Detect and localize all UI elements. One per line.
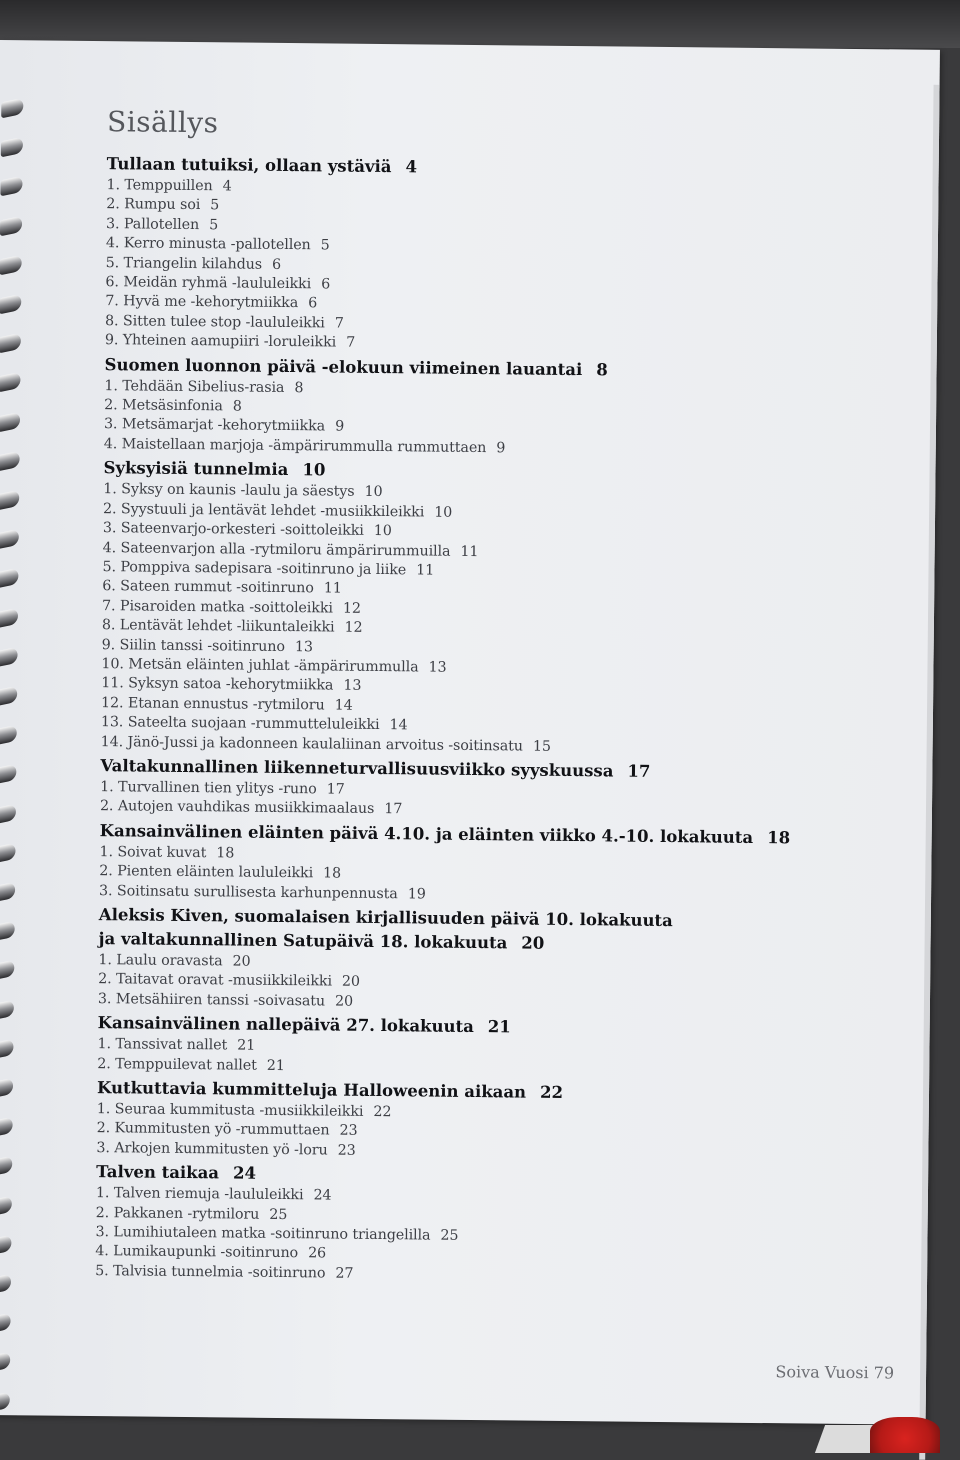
- toc-item-page-number: 21: [266, 1057, 285, 1074]
- spiral-coil: [0, 764, 16, 784]
- section-title-text: Syksyisiä tunnelmia: [103, 458, 289, 480]
- spiral-coil: [0, 1195, 12, 1215]
- toc-item-page-number: 27: [335, 1265, 354, 1282]
- toc-item-page-number: 4: [222, 178, 232, 195]
- toc-item-page-number: 6: [308, 295, 318, 312]
- toc-item-label: 1. Seuraa kummitusta -musiikkileikki: [96, 1101, 364, 1120]
- toc-item-page-number: 5: [320, 237, 330, 254]
- spiral-coil: [0, 647, 18, 667]
- toc-section: [95, 1160, 896, 1289]
- spiral-coil: [0, 529, 19, 549]
- toc-item-label: 1. Tehdään Sibelius-rasia: [104, 377, 285, 396]
- toc-item-label: 8. Sitten tulee stop -laululeikki: [104, 312, 325, 332]
- section-page-number: 10: [302, 460, 326, 480]
- section-title-text: Kutkuttavia kummitteluja Halloweenin aikaan: [96, 1078, 527, 1102]
- toc-item-label: 5. Pomppiva sadepisara -soitinruno ja liike: [102, 559, 407, 579]
- toc-item-label: 3. Sateenvarjo-orkesteri -soittoleikki: [102, 520, 364, 539]
- toc-item-label: 7. Pisaroiden matka -soittoleikki: [101, 597, 333, 617]
- toc-item-label: 8. Lentävät lehdet -liikuntaleikki: [101, 617, 335, 636]
- page-title: Sisällys: [106, 105, 219, 140]
- toc-item-label: 6. Sateen rummut -soitinruno: [102, 578, 314, 597]
- spiral-coil: [0, 725, 17, 745]
- toc-section: [98, 903, 899, 1018]
- toc-item-page-number: 19: [407, 885, 426, 903]
- spiral-coil: [1, 137, 23, 157]
- spiral-coil: [0, 372, 21, 392]
- toc-section: [96, 1076, 897, 1167]
- spiral-coil: [0, 1078, 13, 1098]
- toc-item-label: 10. Metsän eläinten juhlat -ämpärirummulla: [101, 656, 419, 676]
- toc-item-page-number: 7: [346, 334, 356, 351]
- spiral-binding: [0, 100, 39, 1440]
- toc-item-label: 3. Arkojen kummitusten yö -loru: [96, 1139, 328, 1159]
- toc-item-page-number: 11: [460, 543, 479, 560]
- toc-item-label: 7. Hyvä me -kehorytmiikka: [105, 293, 299, 312]
- spiral-coil: [0, 960, 14, 980]
- toc-item-page-number: 8: [294, 379, 304, 396]
- section-page-number: 4: [405, 157, 418, 177]
- section-page-number: 21: [487, 1017, 511, 1037]
- spiral-coil: [0, 215, 22, 235]
- toc-section: [97, 1011, 898, 1082]
- toc-item-label: 2. Taitavat oravat -musiikkileikki: [98, 971, 333, 990]
- toc-item-label: 2. Kummitusten yö -rummuttaen: [96, 1120, 330, 1139]
- toc-item-page-number: 20: [334, 993, 354, 1010]
- toc-item-page-number: 11: [416, 562, 435, 579]
- toc-item-page-number: 6: [272, 256, 282, 273]
- red-object: [870, 1417, 940, 1453]
- toc-item-page-number: 15: [532, 738, 551, 755]
- toc-item-page-number: 20: [341, 974, 361, 991]
- toc-item-page-number: 24: [313, 1187, 332, 1204]
- toc-item-page-number: 23: [337, 1142, 356, 1159]
- toc-item-page-number: 13: [343, 677, 362, 695]
- spiral-coil: [0, 1352, 10, 1372]
- toc-item-label: 3. Metsähiiren tanssi -soivasatu: [97, 990, 326, 1010]
- section-page-number: 24: [232, 1163, 257, 1183]
- toc-item-page-number: 20: [232, 953, 251, 970]
- toc-item-page-number: 7: [334, 315, 344, 332]
- toc-item-label: 1. Tanssivat nallet: [97, 1036, 228, 1054]
- toc-item-label: 4. Lumikaupunki -soitinruno: [95, 1243, 299, 1262]
- toc-item-page-number: 25: [440, 1227, 459, 1244]
- section-title-text: Aleksis Kiven, suomalaisen kirjallisuuden päivä 10. lokakuuta: [98, 905, 673, 931]
- toc-section: [101, 456, 904, 760]
- toc-item-page-number: 10: [434, 504, 453, 521]
- spiral-coil: [0, 1156, 12, 1176]
- section-page-number: 8: [596, 359, 608, 380]
- spiral-coil: [0, 686, 17, 706]
- spiral-coil: [0, 1117, 13, 1137]
- spiral-coil: [0, 803, 16, 823]
- section-page-number: 17: [627, 761, 651, 781]
- toc-item-page-number: 18: [323, 865, 342, 882]
- spiral-coil: [1, 98, 23, 118]
- toc-item-label: 3. Pallotellen: [105, 215, 200, 233]
- spiral-coil: [0, 255, 22, 275]
- spiral-coil: [0, 921, 15, 941]
- toc-item-label: 9. Siilin tanssi -soitinruno: [101, 636, 285, 655]
- toc-item-page-number: 9: [496, 440, 506, 457]
- toc-item-label: 5. Talvisia tunnelmia -soitinruno: [95, 1262, 326, 1282]
- toc-item-page-number: 11: [323, 580, 342, 597]
- toc-item-label: 1. Temppuillen: [106, 177, 213, 195]
- toc-item-label: 2. Autojen vauhdikas musiikkimaalaus: [99, 798, 375, 818]
- toc-item-label: 6. Meidän ryhmä -laululeikki: [105, 274, 312, 293]
- spiral-coil: [0, 999, 14, 1019]
- toc-item-page-number: 14: [389, 717, 408, 734]
- toc-item-page-number: 12: [344, 619, 363, 636]
- section-page-number: 18: [767, 827, 791, 848]
- spiral-coil: [0, 882, 15, 902]
- toc-item-label: 2. Syystuuli ja lentävät lehdet -musiikkileikki: [103, 500, 425, 521]
- book-page: [0, 40, 940, 1425]
- toc-item-label: 2. Metsäsinfonia: [104, 397, 223, 415]
- toc-item-page-number: 13: [428, 659, 447, 676]
- toc-item-label: 12. Etanan ennustus -rytmiloru: [100, 694, 325, 714]
- page-edge: [919, 85, 939, 1460]
- spiral-coil: [0, 568, 18, 588]
- spiral-coil: [0, 333, 21, 353]
- toc-item-page-number: 22: [373, 1104, 392, 1121]
- page-footer: Soiva Vuosi 79: [775, 1362, 895, 1383]
- spiral-coil: [0, 451, 20, 471]
- toc-item-page-number: 17: [326, 781, 345, 798]
- toc-item-label: 2. Pienten eläinten laululeikki: [99, 863, 314, 882]
- toc-item-label: 3. Lumihiutaleen matka -soitinruno triangelilla: [95, 1224, 431, 1244]
- toc-item-label: 3. Soitinsatu surullisesta karhunpennusta: [99, 882, 398, 902]
- toc-item-label: 4. Maistellaan marjoja -ämpärirummulla rummuttaen: [103, 435, 487, 456]
- toc-item-page-number: 21: [237, 1037, 256, 1054]
- toc-item-page-number: 13: [294, 638, 313, 655]
- spiral-coil: [0, 1039, 14, 1059]
- toc-item-page-number: 26: [308, 1245, 327, 1262]
- toc-item-label: 13. Sateelta suojaan -rummutteluleikki: [100, 714, 380, 734]
- toc-item-label: 14. Jänö-Jussi ja kadonneen kaulaliinan arvoitus -soitinsatu: [100, 733, 523, 755]
- section-page-number: 22: [539, 1082, 564, 1102]
- spiral-coil: [0, 411, 20, 431]
- spiral-coil: [0, 176, 22, 196]
- toc-section: [105, 152, 907, 359]
- toc-item-label: 9. Yhteinen aamupiiri -loruleikki: [104, 332, 337, 351]
- section-page-number: 20: [521, 933, 545, 953]
- toc-item-label: 3. Metsämarjat -kehorytmiikka: [103, 416, 326, 435]
- section-title-text: ja valtakunnallinen Satupäivä 18. lokakuuta: [98, 929, 508, 953]
- toc-item-page-number: 23: [339, 1123, 358, 1140]
- toc-item-page-number: 10: [373, 523, 392, 540]
- spiral-coil: [0, 1313, 11, 1333]
- table-of-contents: [95, 105, 907, 1292]
- toc-item-page-number: 17: [384, 801, 403, 818]
- toc-item-page-number: 12: [342, 600, 361, 617]
- toc-item-label: 4. Sateenvarjon alla -rytmiloru ämpärirummuilla: [102, 539, 451, 560]
- section-title-text: Kansainvälinen nallepäivä 27. lokakuuta: [97, 1013, 474, 1037]
- toc-item-page-number: 6: [321, 276, 331, 293]
- toc-item-label: 4. Kerro minusta -pallotellen: [105, 235, 311, 254]
- toc-section: [99, 819, 900, 910]
- spiral-coil: [0, 294, 21, 314]
- section-title-text: Tullaan tutuiksi, ollaan ystäviä: [106, 154, 392, 177]
- toc-item-label: 1. Turvallinen tien ylitys -runo: [100, 779, 317, 798]
- toc-item-label: 1. Soivat kuvat: [99, 843, 207, 861]
- toc-section: [104, 353, 905, 463]
- spiral-coil: [0, 607, 18, 627]
- section-title-text: Kansainvälinen eläinten päivä 4.10. ja eläinten viikko 4.-10. lokakuuta: [99, 820, 754, 847]
- spiral-coil: [0, 843, 16, 863]
- toc-sections: [95, 152, 907, 1290]
- toc-item-page-number: 8: [232, 398, 242, 415]
- toc-item-label: 1. Talven riemuja -laululeikki: [95, 1185, 304, 1204]
- section-title-text: Valtakunnallinen liikenneturvallisuusviikko syyskuussa: [100, 756, 614, 781]
- toc-item-label: 1. Laulu oravasta: [98, 952, 223, 970]
- toc-item-label: 2. Pakkanen -rytmiloru: [95, 1204, 260, 1223]
- spiral-coil: [0, 1274, 11, 1294]
- toc-item-label: 5. Triangelin kilahdus: [105, 254, 263, 273]
- section-title-text: Suomen luonnon päivä -elokuun viimeinen lauantai: [104, 354, 583, 379]
- toc-item-label: 11. Syksyn satoa -kehorytmiikka: [101, 675, 334, 694]
- spiral-coil: [0, 1235, 11, 1255]
- spiral-coil: [0, 1391, 10, 1411]
- toc-item-page-number: 5: [209, 217, 219, 234]
- toc-item-page-number: 5: [210, 197, 220, 214]
- spiral-coil: [0, 490, 19, 510]
- toc-item-page-number: 9: [335, 418, 345, 436]
- toc-item-label: 2. Rumpu soi: [106, 196, 201, 214]
- toc-item-page-number: 14: [334, 697, 353, 714]
- toc-item-label: 2. Temppuilevat nallet: [97, 1055, 257, 1074]
- section-title-text: Talven taikaa: [96, 1162, 220, 1183]
- toc-section: [100, 754, 901, 825]
- toc-item-label: 1. Syksy on kaunis -laulu ja säestys: [103, 481, 355, 501]
- toc-item-page-number: 25: [269, 1206, 288, 1223]
- toc-item-page-number: 18: [216, 845, 235, 862]
- toc-item-page-number: 10: [364, 484, 383, 501]
